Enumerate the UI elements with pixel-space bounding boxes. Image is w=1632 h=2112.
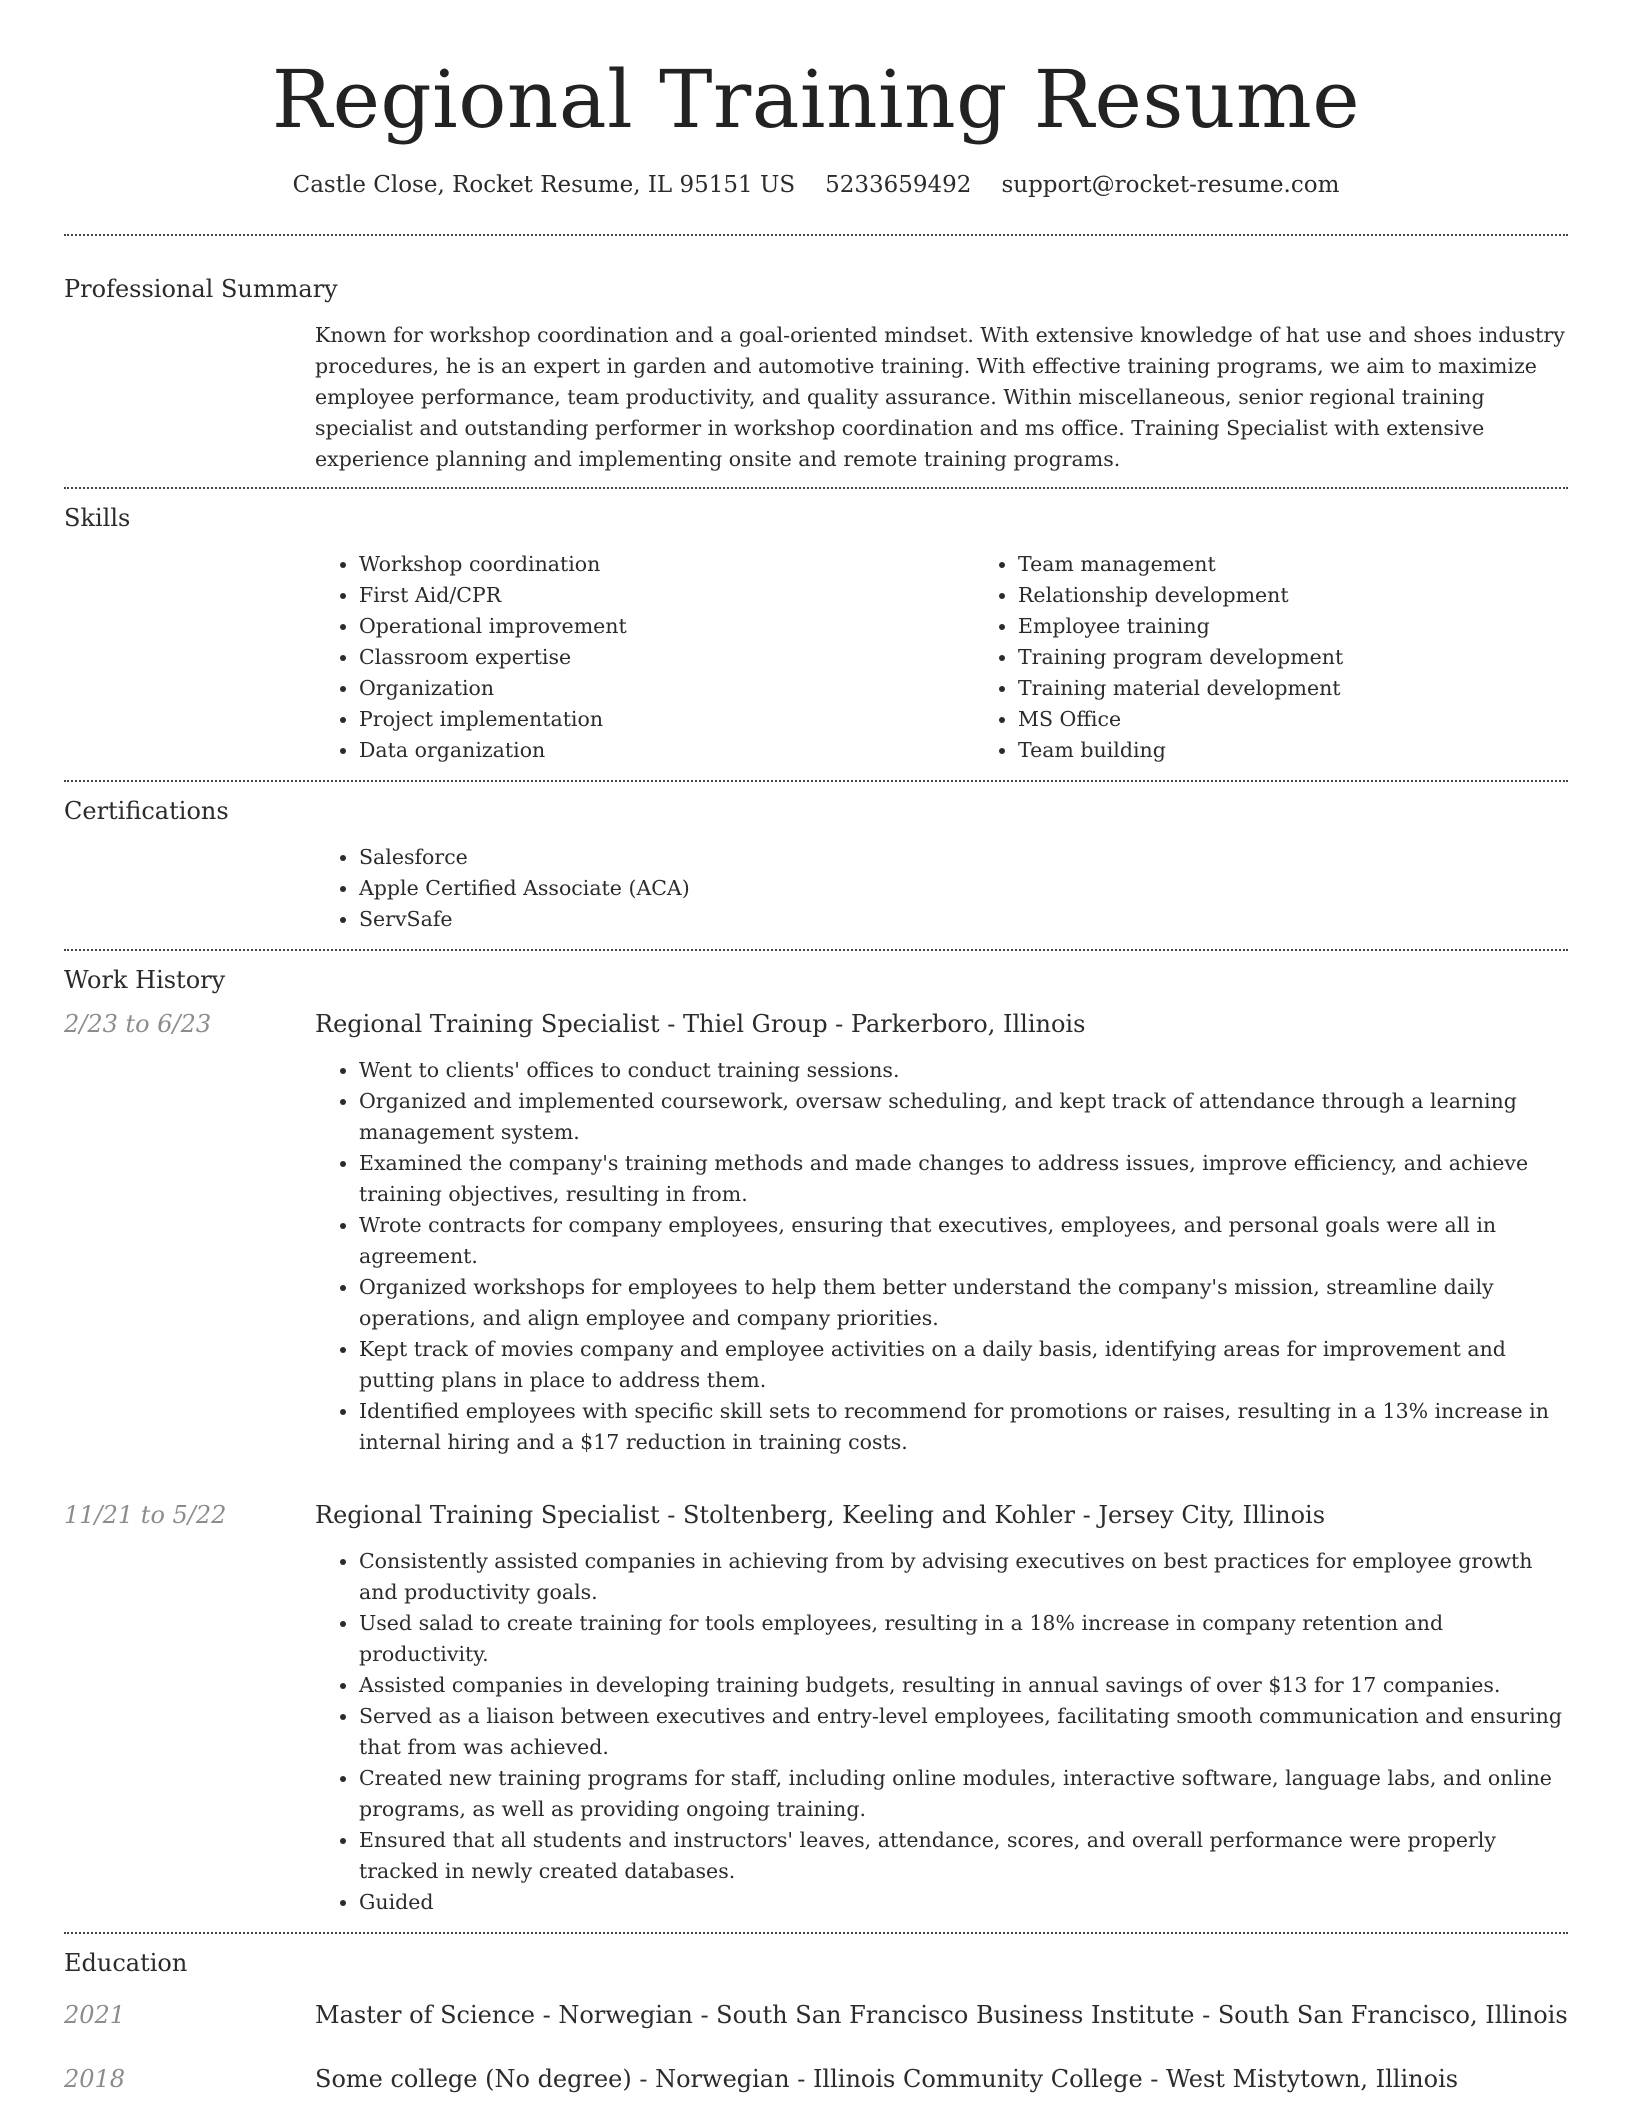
education-description: Some college (No degree) - Norwegian - Illinois Community College - West Mistytown, Illinois <box>315 2065 1459 2093</box>
skills-list-left <box>315 549 974 766</box>
education-description: Master of Science - Norwegian - South San Francisco Business Institute - South San Francisco, Illinois <box>315 2001 1568 2029</box>
contact-line <box>64 168 1568 202</box>
list-item: • Assisted companies in developing training budgets, resulting in annual savings of over $13 for 17 companies. <box>359 1670 1568 1701</box>
certifications-list-wrap <box>315 828 1568 949</box>
education-year: 2018 <box>64 2065 126 2093</box>
job-title: Regional Training Specialist - Thiel Group - Parkerboro, Illinois <box>315 1010 1086 1038</box>
list-item: • ServSafe <box>359 904 1568 935</box>
list-item: • Workshop coordination <box>359 549 974 580</box>
education-year: 2021 <box>64 2001 126 2029</box>
skills-heading: Skills <box>64 504 131 532</box>
list-item: • Guided <box>359 1887 1568 1918</box>
resume-header <box>64 0 1568 202</box>
list-item: • MS Office <box>1018 704 1568 735</box>
list-item: • Organization <box>359 673 974 704</box>
list-item: • Created new training programs for staff, including online modules, interactive software, language labs, and online programs, as well as providing ongoing training. <box>359 1763 1568 1825</box>
list-item: • Consistently assisted companies in achieving from by advising executives on best practices for employee growth and productivity goals. <box>359 1546 1568 1608</box>
list-item: • Examined the company's training methods and made changes to address issues, improve efficiency, and achieve training objectives, resulting in from. <box>359 1148 1568 1210</box>
summary-heading: Professional Summary <box>64 275 338 303</box>
list-item: • Used salad to create training for tools employees, resulting in a 18% increase in company retention and productivity. <box>359 1608 1568 1670</box>
skills-columns <box>315 535 1568 780</box>
list-item: • Ensured that all students and instructors' leaves, attendance, scores, and overall performance were properly tracked in newly created databases. <box>359 1825 1568 1887</box>
job-details <box>315 1007 1568 1478</box>
contact-phone: 5233659492 <box>825 172 972 198</box>
list-item: • Apple Certified Associate (ACA) <box>359 873 1568 904</box>
job-dates: 2/23 to 6/23 <box>64 1010 212 1038</box>
job-entry <box>64 1498 1568 1932</box>
list-item: • Organized workshops for employees to help them better understand the company's mission, streamline daily operations, and align employee and company priorities. <box>359 1272 1568 1334</box>
list-item: • Salesforce <box>359 842 1568 873</box>
list-item: • Data organization <box>359 735 974 766</box>
list-item: • Training material development <box>1018 673 1568 704</box>
skills-section <box>64 489 1568 780</box>
list-item: • Project implementation <box>359 704 974 735</box>
job-entry <box>64 1007 1568 1478</box>
contact-email: support@rocket-resume.com <box>1001 172 1340 198</box>
list-item: • Classroom expertise <box>359 642 974 673</box>
list-item: • Kept track of movies company and employee activities on a daily basis, identifying areas for improvement and putting plans in place to address them. <box>359 1334 1568 1396</box>
list-item: • Relationship development <box>1018 580 1568 611</box>
resume-page <box>64 0 1568 2112</box>
job-dates: 11/21 to 5/22 <box>64 1501 227 1529</box>
contact-address: Castle Close, Rocket Resume, IL 95151 US <box>292 172 796 198</box>
list-item: • Identified employees with specific skill sets to recommend for promotions or raises, resulting in a 13% increase in internal hiring and a $17 reduction in training costs. <box>359 1396 1568 1458</box>
summary-text: Known for workshop coordination and a goal-oriented mindset. With extensive knowledge of hat use and shoes industry procedures, he is an expert in garden and automotive training. With effective training programs, we aim to maximize employee performance, team productivity, and quality assurance. Within miscellaneous, senior regional training specialist and outstanding performer in workshop coordination and ms office. Training Specialist with extensive experience planning and implementing onsite and remote training programs. <box>315 323 1565 471</box>
list-item: • Operational improvement <box>359 611 974 642</box>
education-heading: Education <box>64 1949 188 1977</box>
list-item: • Went to clients' offices to conduct training sessions. <box>359 1055 1568 1086</box>
list-item: • Organized and implemented coursework, oversaw scheduling, and kept track of attendance through a learning management system. <box>359 1086 1568 1148</box>
job-title: Regional Training Specialist - Stoltenberg, Keeling and Kohler - Jersey City, Illinois <box>315 1501 1326 1529</box>
summary-section <box>64 236 1568 487</box>
list-item: • Served as a liaison between executives and entry-level employees, facilitating smooth communication and ensuring that from was achieved. <box>359 1701 1568 1763</box>
job-details <box>315 1498 1568 1932</box>
work-history-section <box>64 951 1568 1932</box>
education-entry <box>64 1998 1568 2032</box>
certifications-section <box>64 782 1568 949</box>
list-item: • Training program development <box>1018 642 1568 673</box>
education-section <box>64 1934 1568 2096</box>
work-history-heading: Work History <box>64 966 226 994</box>
list-item: • Team building <box>1018 735 1568 766</box>
list-item: • Employee training <box>1018 611 1568 642</box>
list-item: • Team management <box>1018 549 1568 580</box>
resume-title: Regional Training Resume <box>271 53 1361 146</box>
job-bullets <box>315 1546 1568 1932</box>
education-entry <box>64 2062 1568 2096</box>
certifications-heading: Certifications <box>64 797 229 825</box>
skills-list-right <box>974 549 1568 766</box>
certifications-list <box>315 842 1568 935</box>
job-bullets <box>315 1055 1568 1478</box>
list-item: • First Aid/CPR <box>359 580 974 611</box>
list-item: • Wrote contracts for company employees, ensuring that executives, employees, and personal goals were all in agreement. <box>359 1210 1568 1272</box>
